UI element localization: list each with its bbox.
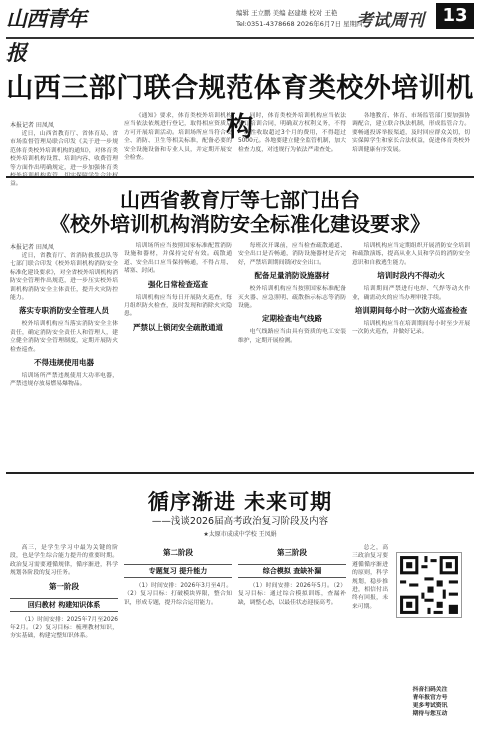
article1-byline: 本报记者 田凤凤 (10, 122, 54, 129)
article3-col2: 第二阶段 专题复习 提升能力 （1）时间安排：2026年3月至4月。（2）复习目标：打破模块界限，整合知识，形成专题，提升综合运用能力。 (124, 548, 232, 606)
article3-subhead-box: 回归教材 构建知识体系 (10, 598, 118, 612)
masthead (0, 0, 480, 65)
article1-headline: 山西三部门联合规范体育类校外培训机构 (6, 73, 474, 143)
article3-col4: 总之，高三政治复习要遵循循序渐进的原则，科学规划，稳步推进，相信付出终有回报，未来可期。 (352, 545, 388, 610)
masthead-rule (6, 37, 474, 39)
article3-subheadline: ——浅谈2026届高考政治复习阶段及内容 (151, 516, 329, 527)
article1-col3: 同时，体育类校外培训机构应当依法签订培训合同，明确双方权利义务，不得一次性收取超过3个月的费用，不得超过5000元。各地要建立健全监管机制，加大检查力度，对违规行为依法严肃查处。 (238, 113, 346, 153)
article3-headline: 循序渐进 未来可期 (147, 490, 333, 514)
article3-col1: 高三，是学生学习中最为关键的阶段，也是学生综合能力提升的重要时期。政治复习需要遵循规律，循序渐进，科学规划各阶段的复习任务。 第一阶段 回归教材 构建知识体系 （1）时间安排：2025年7月至2026年2月。（2）复习目标：梳理教材知识，夯实基础，构建完整知识体系。 (10, 545, 118, 640)
article1-col4: 各地教育、体育、市场监管部门要加强协调配合，建立联合执法机制，形成监管合力。要畅通投诉举报渠道，及时回应群众关切，切实保障学生和家长合法权益，促进体育类校外培训健康有序发展。 (352, 113, 470, 153)
editor-credits: 编辑 王立鹏 美编 赵建雄 校对 王艳 (236, 9, 338, 17)
article2-subhead: 培训时段内不得动火 (377, 271, 445, 281)
article3-subhead: 第三阶段 (277, 548, 307, 557)
newspaper-logo: 山西青年报 (6, 6, 86, 65)
article2-subhead: 定期检查电气线路 (262, 314, 322, 324)
article1-col1: 近日，山西省教育厅、省体育局、省市场监督管理局联合印发《关于进一步规范体育类校外培训机构的通知》，对体育类校外培训机构设置、培训内容、收费管理等方面作出明确规定，进一步加强体育类 益。 (10, 131, 118, 188)
article2-byline: 本报记者 田凤凤 (10, 244, 54, 251)
article2-col2: 培训场所应当按照国家标准配置消防设施和器材，并保持完好有效。疏散通道、安全出口应当保持畅通，不得占用、堵塞、封闭。 强化日常检查巡查 培训机构应当每日开展防火巡查，每月组织防火检查，及时发现和消除火灾隐患。 严禁以上锁闭安全疏散通道 (124, 242, 232, 466)
article2-subhead: 不得违规使用电器 (34, 358, 94, 368)
article2-headline-line1: 山西省教育厅等七部门出台 (120, 188, 360, 212)
article2-subhead: 落实专职消防安全管理人员 (19, 306, 109, 316)
qr-code-icon (397, 553, 461, 617)
article2-headline-line2: 《校外培训机构消防安全标准化建设要求》 (50, 212, 430, 236)
column-title: 考试周刊 (356, 11, 424, 31)
issue-info: Tel:0351-4378668 2026年6月7日 星期四 (236, 20, 363, 28)
article2-col1: 近日，省教育厅、省消防救援总队等七部门联合印发《校外培训机构消防安全标准化建设要求》，对全省校外培训机构消防安全管理作出规范，进一步压实校外培训机构消防安全主体责任，提升火灾防控能力。 落实专职消防安全管理人员 校外培训机构应当落实消防安全主体责任，确定消防安全责任人和管理人，建立健全消防安全管理制度，定期开展防火检查巡查。 不得违规使用电器 培训场所严禁违规使用大功率电器，严禁违规存放易燃易爆物品。 (10, 253, 118, 388)
article3-byline: ★太原市成成中学校 王凤娟 (203, 531, 277, 538)
article3-subhead: 第一阶段 (49, 581, 79, 591)
article2-subhead: 严禁以上锁闭安全疏散通道 (133, 322, 223, 332)
article3-subhead-box: 专题复习 提升能力 (124, 564, 232, 578)
article2-col4: 培训机构应当定期组织开展消防安全培训和疏散演练，提高从业人员和学员的消防安全意识和自救逃生能力。 培训时段内不得动火 培训期间严禁进行电焊、气焊等动火作业，确需动火的应当办理审批手续。 培训期间每小时一次防火巡查检查 培训机构应当在培训期间每小时至少开展一次防火巡查，并做好记录。 (352, 243, 470, 336)
article3-subhead-box: 综合模拟 查缺补漏 (238, 564, 346, 578)
page-number: 13 (436, 3, 474, 29)
section-divider (6, 176, 474, 178)
article1-col2: 《通知》要求，体育类校外培训机构应当依法依规进行登记，取得相应资质后方可开展培训活动。培训场所应当符合安全、消防、卫生等相关标准，配备必要的安全设施设备和专业人员，并定期开展安全检查。 (124, 113, 232, 162)
article2-subhead: 培训期间每小时一次防火巡查检查 (354, 306, 468, 316)
section-divider (6, 472, 474, 474)
article2-col3: 每班次开课前，应当检查疏散通道、安全出口是否畅通，消防设施器材是否完好，严禁培训期间锁闭安全出口。 配备足量消防设施器材 校外培训机构应当按照国家标准配备灭火器、应急照明、疏散指示标志等消防设施。 定期检查电气线路 电气线路应当由具有资质的电工安装维护，定期开展检测。 (238, 243, 346, 344)
article3-col3: 第三阶段 综合模拟 查缺补漏 （1）时间安排：2026年5月。（2）复习目标：通过综合模拟训练，查漏补缺，调整心态，以最佳状态迎接高考。 (238, 548, 346, 606)
qr-code[interactable] (396, 552, 462, 618)
article2-subhead: 强化日常检查巡查 (148, 279, 208, 289)
qr-caption: 抖音扫码关注 青年报官方号 更多考试资讯 期待与您互动 (412, 687, 448, 717)
article2-subhead: 配备足量消防设施器材 (254, 271, 330, 281)
article3-subhead: 第二阶段 (163, 548, 193, 557)
